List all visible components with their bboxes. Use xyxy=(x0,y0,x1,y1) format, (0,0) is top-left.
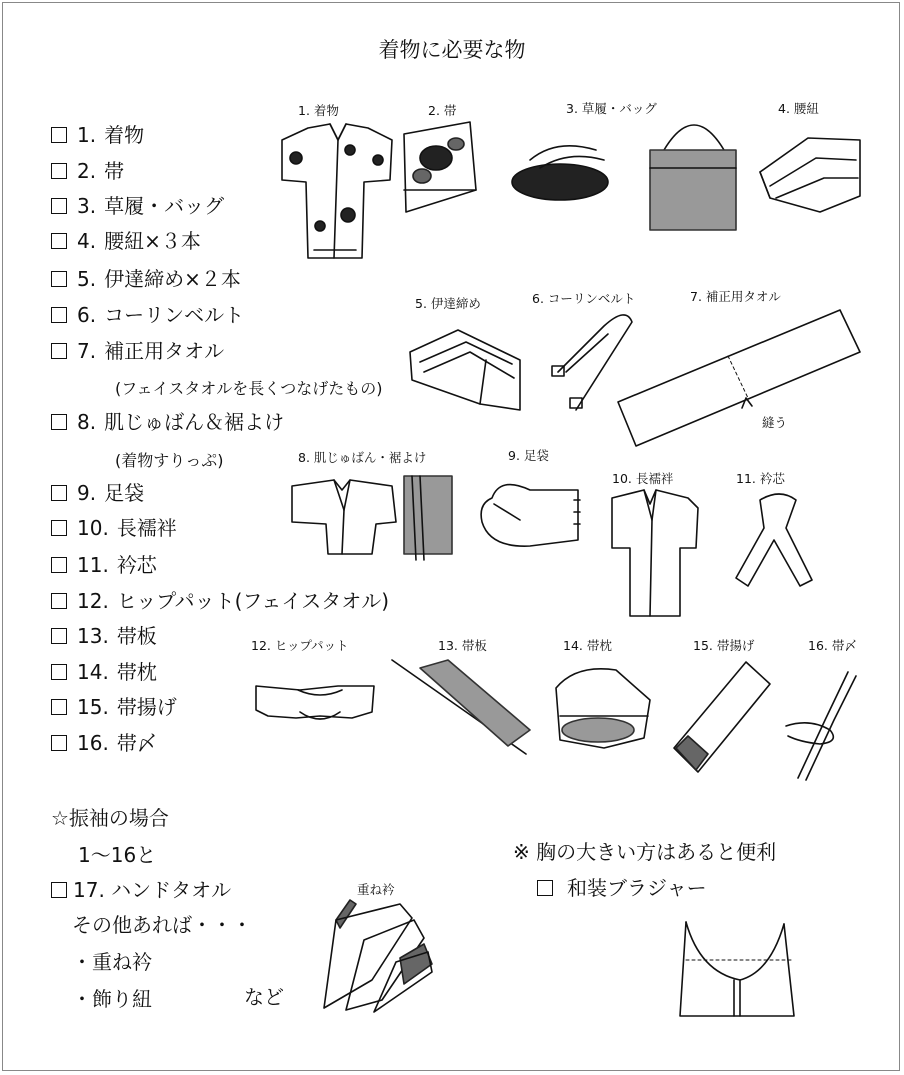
illus-label-koshihimo: 4. 腰紐 xyxy=(778,101,819,116)
checklist-item: 16. 帯〆 xyxy=(51,731,157,755)
furisode-heading: ☆振袖の場合 xyxy=(51,806,169,830)
tabi-illustration xyxy=(481,485,580,547)
checklist-item: 10. 長襦袢 xyxy=(51,516,177,540)
illus-label-zori-bag: 3. 草履・バッグ xyxy=(566,101,657,116)
towel-note: (フェイスタオルを長くつなげたもの) xyxy=(115,379,383,398)
furisode-nado: など xyxy=(244,985,284,1009)
obiage-illustration xyxy=(674,662,770,772)
illus-label-towel: 7. 補正用タオル xyxy=(690,289,781,304)
illus-label-tabi: 9. 足袋 xyxy=(508,448,549,463)
checklist-item: 2. 帯 xyxy=(51,159,124,183)
illus-label-obiita: 13. 帯板 xyxy=(438,638,487,653)
illus-label-obijime: 16. 帯〆 xyxy=(808,638,857,653)
illus-label-sew: 縫う xyxy=(762,415,788,430)
nagajuban-illustration xyxy=(612,490,698,616)
checklist-item: 4. 腰紐×３本 xyxy=(51,229,201,253)
furisode-bullet-kasaneeri: ・重ね衿 xyxy=(72,950,152,974)
bra-item: 和装ブラジャー xyxy=(537,872,707,901)
illus-label-hip-pad: 12. ヒップパット xyxy=(251,638,349,653)
checklist-item: 5. 伊達締め×２本 xyxy=(51,267,241,291)
furisode-others: その他あれば・・・ xyxy=(72,913,252,937)
obi-illustration xyxy=(404,122,476,212)
wasou-bra-illustration xyxy=(680,922,794,1016)
illus-label-datejime: 5. 伊達締め xyxy=(415,296,481,311)
bra-note-heading: ※ 胸の大きい方はあると便利 xyxy=(513,840,777,864)
checklist-item: 1. 着物 xyxy=(51,123,144,147)
furisode-line1: 1～16と xyxy=(78,843,157,867)
hadajuban-illustration xyxy=(292,480,396,554)
illus-label-hadajuban: 8. 肌じゅばん・裾よけ xyxy=(298,450,427,465)
illus-label-kasaneeri: 重ね衿 xyxy=(357,882,395,897)
furisode-item17: 17. ハンドタオル xyxy=(51,874,231,903)
illus-label-erishin: 11. 衿芯 xyxy=(736,471,785,486)
illus-label-obi: 2. 帯 xyxy=(428,103,457,118)
korin-belt-illustration xyxy=(552,315,632,410)
erishin-illustration xyxy=(736,494,812,586)
obijime-illustration xyxy=(786,672,856,780)
checklist-item: 14. 帯枕 xyxy=(51,660,157,684)
towel-illustration xyxy=(618,310,860,446)
illus-label-obiage: 15. 帯揚げ xyxy=(693,638,755,653)
kimono-illustration xyxy=(282,124,392,258)
checklist-item: 8. 肌じゅばん＆裾よけ xyxy=(51,410,284,434)
bag-illustration xyxy=(650,125,736,230)
checklist-item: 12. ヒップパット(フェイスタオル) xyxy=(51,589,389,613)
obimakura-illustration xyxy=(556,669,650,748)
hadajuban-note: (着物すりっぷ) xyxy=(115,451,224,470)
checklist-item: 7. 補正用タオル xyxy=(51,339,224,363)
obiita-illustration xyxy=(392,660,530,754)
datejime-illustration xyxy=(410,330,520,410)
page-title: 着物に必要な物 xyxy=(378,38,526,62)
checklist-item: 15. 帯揚げ xyxy=(51,695,177,719)
checklist-item: 9. 足袋 xyxy=(51,481,144,505)
susoyoke-illustration xyxy=(404,476,452,560)
illus-label-korin-belt: 6. コーリンベルト xyxy=(532,291,636,306)
koshihimo-illustration xyxy=(760,138,860,212)
hip-pad-illustration xyxy=(256,686,374,719)
illus-label-nagajuban: 10. 長襦袢 xyxy=(612,471,674,486)
zori-illustration xyxy=(512,146,608,200)
kasaneeri-illustration xyxy=(324,900,432,1012)
checklist-item: 6. コーリンベルト xyxy=(51,303,244,327)
illus-label-obimakura: 14. 帯枕 xyxy=(563,638,612,653)
furisode-bullet-kazarihimo: ・飾り紐 xyxy=(72,987,152,1011)
checklist-item: 13. 帯板 xyxy=(51,624,157,648)
checklist-item: 11. 衿芯 xyxy=(51,553,157,577)
checklist-item: 3. 草履・バッグ xyxy=(51,194,224,218)
illus-label-kimono: 1. 着物 xyxy=(298,103,339,118)
